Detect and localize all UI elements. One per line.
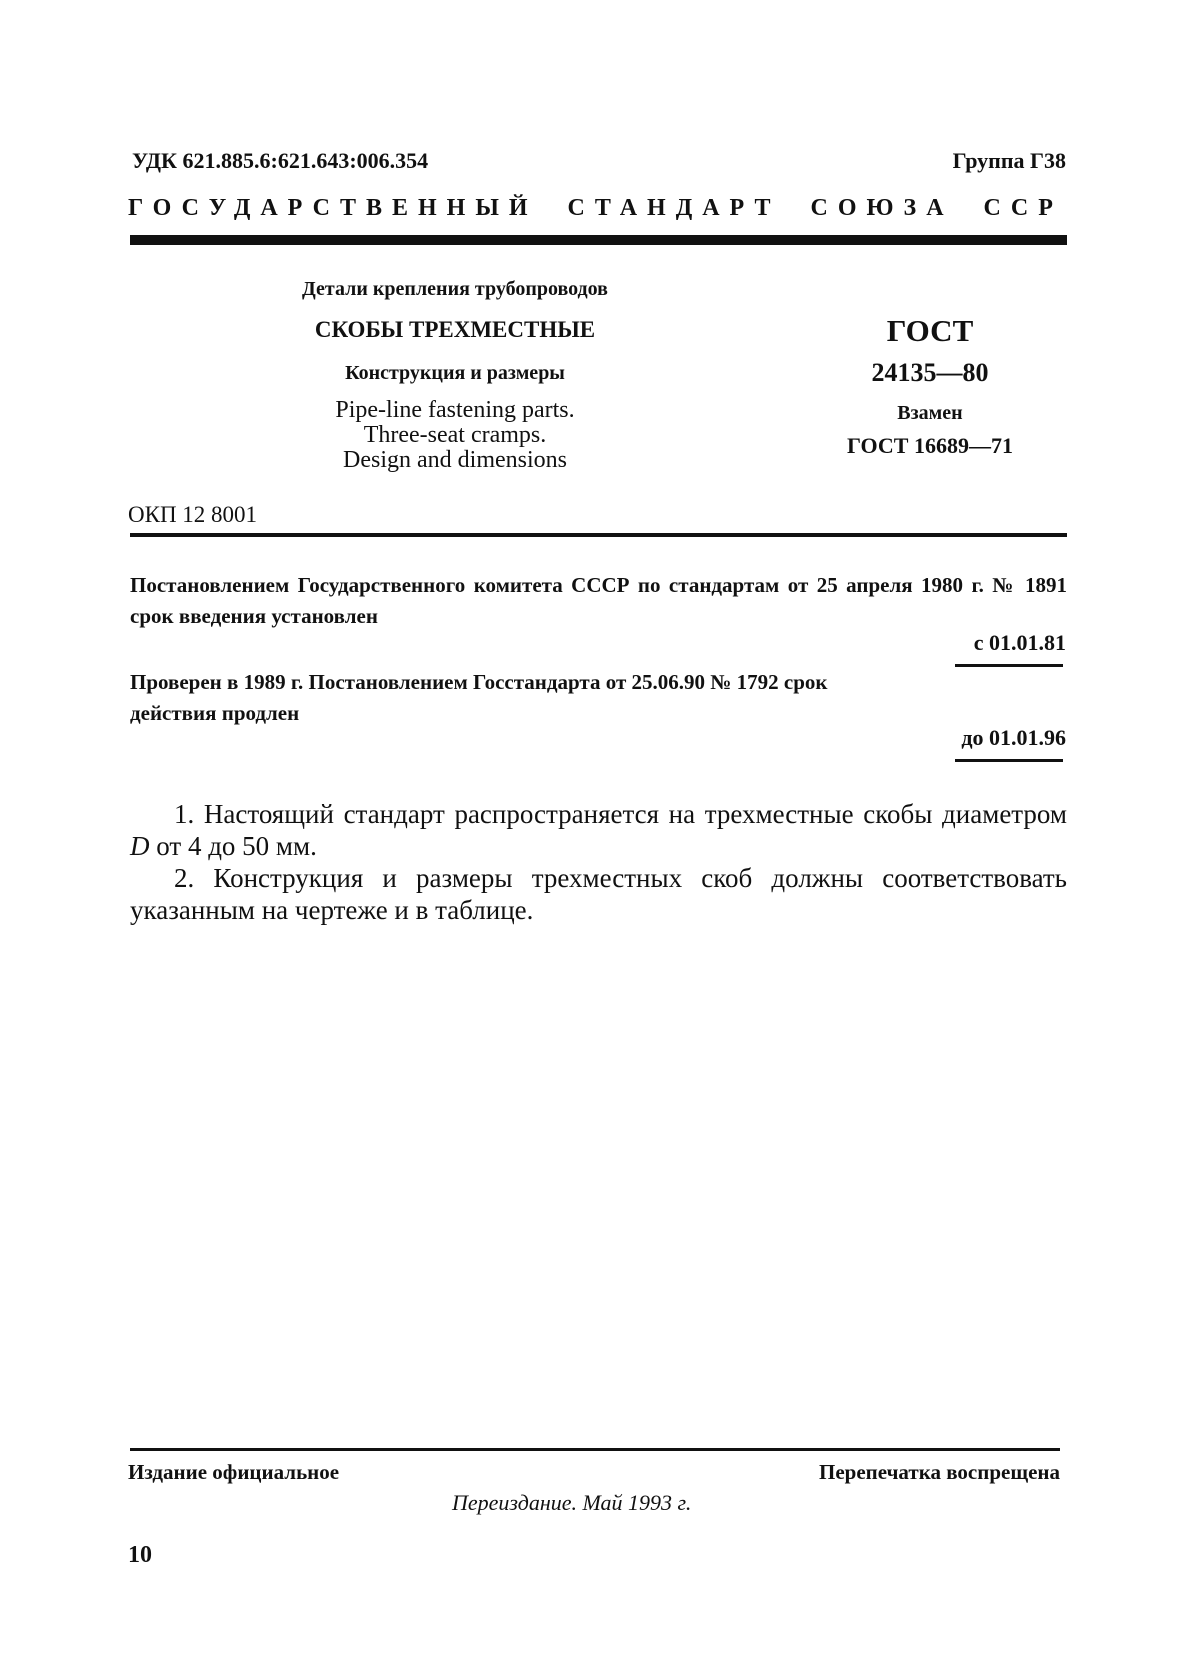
extended-date: до 01.01.96 [961,725,1066,750]
reprint-prohibited-label: Перепечатка воспрещена [819,1460,1060,1484]
state-standard-heading: ГОСУДАРСТВЕННЫЙ СТАНДАРТ СОЮЗА ССР [128,195,1063,221]
effective-date-underline [955,664,1063,667]
title-english-line3: Design and dimensions [343,447,567,473]
title-category: Детали крепления трубопроводов [302,278,608,300]
gost-number: 24135—80 [871,358,989,387]
title-english-line2: Three-seat cramps. [363,422,547,448]
title-subtitle: Конструкция и размеры [345,362,565,384]
reissue-note: Переиздание. Май 1993 г. [452,1490,692,1515]
extended-date-underline [955,759,1063,762]
page-number: 10 [128,1542,152,1568]
paragraph-2: 2. Конструкция и размеры трехместных скоб должны соответствовать указанным на чертеже и в таблице. [130,863,1067,925]
diameter-symbol: D [130,831,150,861]
paragraph-1 [130,798,1067,862]
effective-date: с 01.01.81 [973,630,1066,655]
okp-rule [130,533,1067,537]
group-code: Группа Г38 [952,148,1066,173]
replaces-label: Взамен [897,402,963,424]
footer-rule [130,1448,1060,1451]
gost-label: ГОСТ [886,313,974,348]
paragraph-1-range: от 4 до 50 мм. [149,831,317,861]
udk-code: УДК 621.885.6:621.643:006.354 [132,148,429,173]
title-english [190,398,720,473]
title-name: СКОБЫ ТРЕХМЕСТНЫЕ [314,317,596,342]
official-edition-label: Издание официальное [128,1460,340,1484]
resolution-text: Постановлением Государственного комитета СССР по стандартам от 25 апреля 1980 г. № 1891 срок введения установлен [130,573,1067,628]
replaced-standard: ГОСТ 16689—71 [847,433,1013,458]
header-thick-rule [130,235,1067,245]
title-english-line1: Pipe-line fastening parts. [335,397,575,423]
checked-text: Проверен в 1989 г. Постановлением Госстандарта от 25.06.90 № 1792 срок действия продлен [130,670,828,725]
paragraph-1-text: 1. Настоящий стандарт распространяется на трехместные скобы диаметром [174,799,1067,829]
okp-code: ОКП 12 8001 [128,502,258,527]
